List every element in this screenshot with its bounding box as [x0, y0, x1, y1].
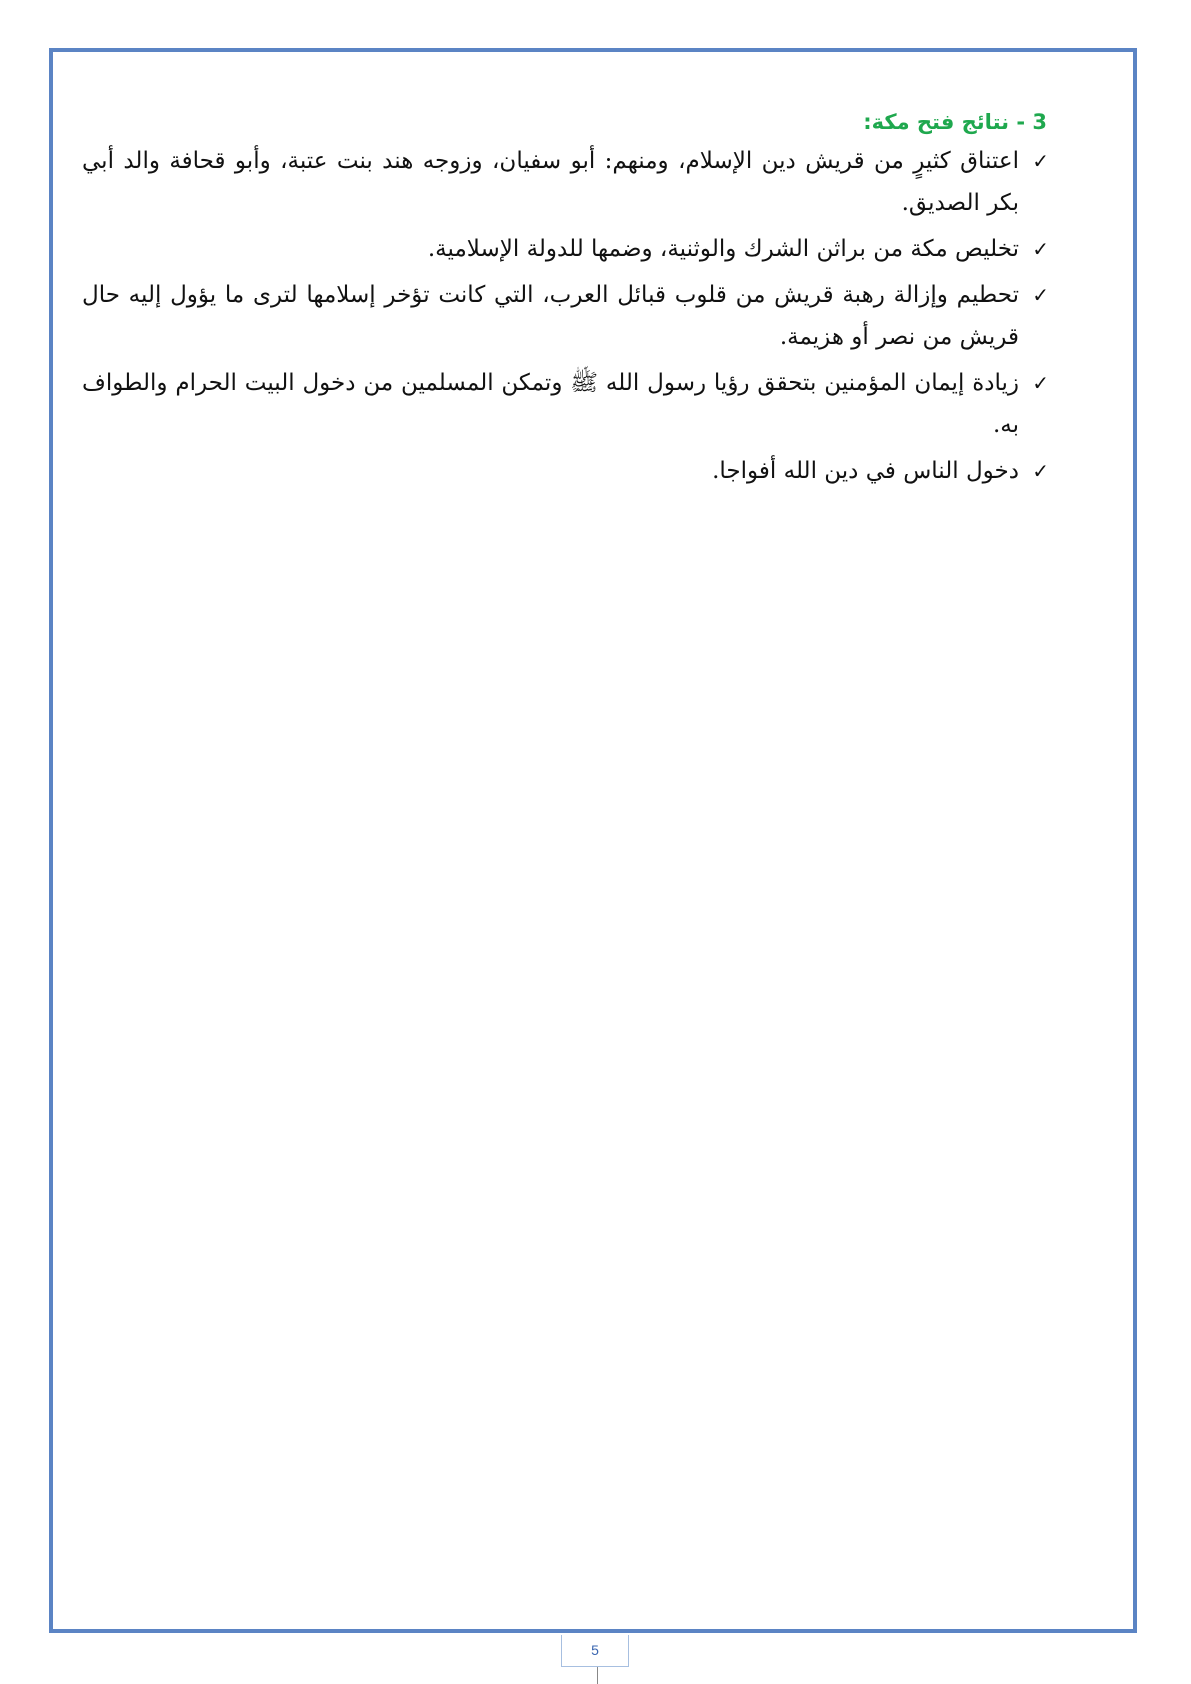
list-item-text: اعتناق كثيرٍ من قريش دين الإسلام، ومنهم: أبو سفيان، وزوجه هند بنت عتبة، وأبو قحافة والد أبي بكر الصديق.	[82, 148, 1019, 216]
check-mark-icon: ✓	[1032, 149, 1049, 173]
check-mark-icon: ✓	[1032, 237, 1049, 261]
list-item-text: زيادة إيمان المؤمنين بتحقق رؤيا رسول الله ﷺ وتمكن المسلمين من دخول البيت الحرام والطواف به.	[82, 370, 1019, 438]
results-list	[82, 140, 1049, 492]
list-item-text: تخليص مكة من براثن الشرك والوثنية، وضمها للدولة الإسلامية.	[427, 236, 1019, 262]
list-item-text: تحطيم وإزالة رهبة قريش من قلوب قبائل العرب، التي كانت تؤخر إسلامها لترى ما يؤول إليه حال قريش من نصر أو هزيمة.	[82, 282, 1019, 350]
check-mark-icon: ✓	[1032, 283, 1049, 307]
list-item	[82, 450, 1049, 492]
page-number-divider	[597, 1667, 598, 1684]
list-item	[82, 362, 1049, 446]
check-mark-icon: ✓	[1032, 371, 1049, 395]
check-mark-icon: ✓	[1032, 459, 1049, 483]
document-body	[82, 104, 1049, 496]
section-heading: 3 - نتائج فتح مكة:	[863, 110, 1047, 134]
list-item	[82, 140, 1049, 224]
page-number: 5	[561, 1635, 629, 1667]
list-item	[82, 228, 1049, 270]
list-item	[82, 274, 1049, 358]
list-item-text: دخول الناس في دين الله أفواجا.	[712, 458, 1019, 484]
